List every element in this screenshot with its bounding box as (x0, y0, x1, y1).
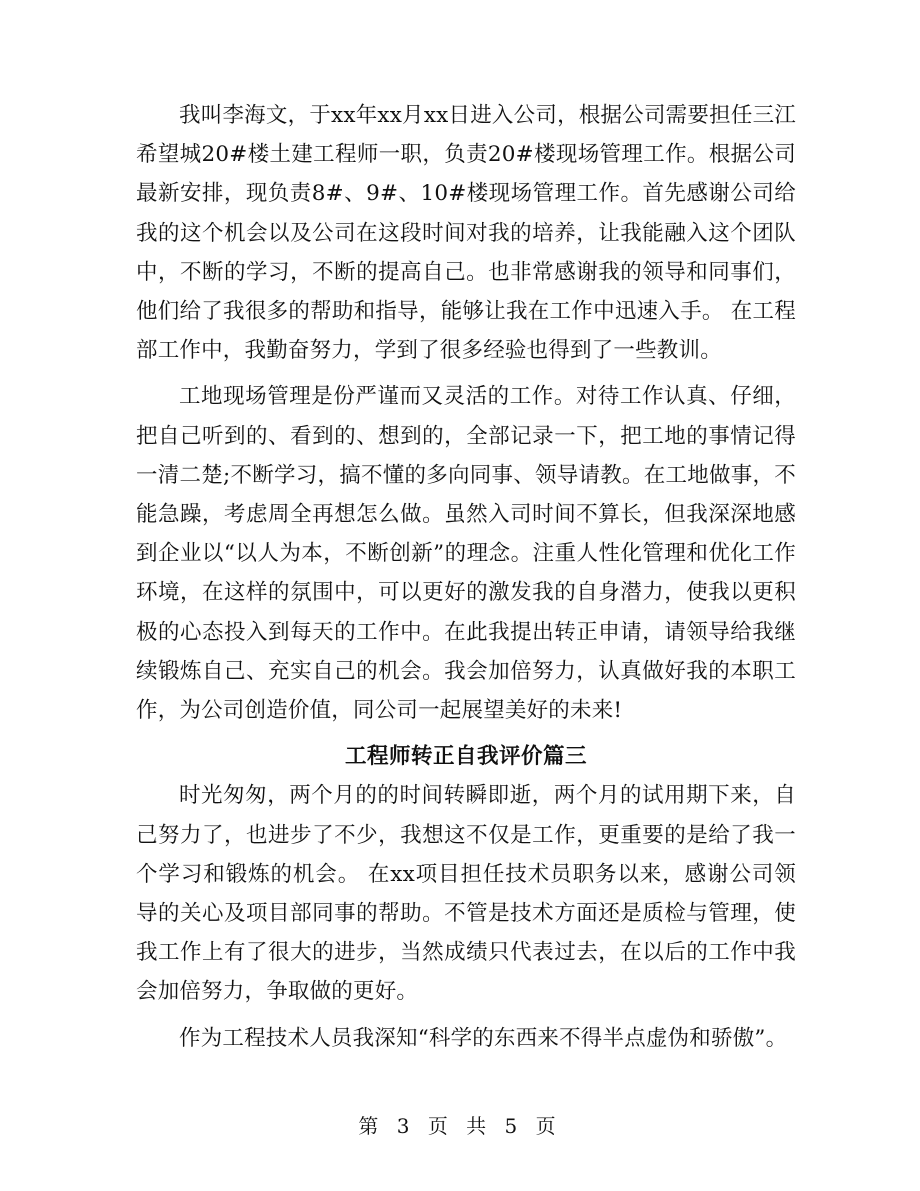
section-heading: 工程师转正自我评价篇三 (344, 744, 587, 770)
paragraph-technical-staff: 作为工程技术人员我深知“科学的东西来不得半点虚伪和骄傲”。 (179, 1025, 788, 1051)
paragraph-site-management: 工地现场管理是份严谨而又灵活的工作。对待工作认真、仔细，把自己听到的、看到的、想到的，全部记录一下，把工地的事情记得一清二楚;不断学习，搞不懂的多向同事、领导请教。在工地做事，不能急躁，考虑周全再想怎么做。虽然入司时间不算长，但我深深地感到企业以“以人为本，不断创新”的理念。注重人性化管理和优化工作环境，在这样的氛围中，可以更好的激发我的自身潜力，使我以更积极的心态投入到每天的工作中。在此我提出转正申请，请领导给我继续锻炼自己、充实自己的机会。我会加倍努力，认真做好我的本职工作，为公司创造价值，同公司一起展望美好的未来! (136, 384, 796, 724)
paragraph-two-months: 时光匆匆，两个月的的时间转瞬即逝，两个月的试用期下来，自己努力了，也进步了不少，我想这不仅是工作，更重要的是给了我一个学习和锻炼的机会。 在xx项目担任技术员职务以来，感谢公司领导的关心及项目部同事的帮助。不管是技术方面还是质检与管理，使我工作上有了很大的进步，当然成绩只代表过去，在以后的工作中我会加倍努力，争取做的更好。 (136, 783, 796, 1005)
page-number-footer: 第 3 页 共 5 页 (358, 1114, 562, 1138)
paragraph-intro: 我叫李海文，于xx年xx月xx日进入公司，根据公司需要担任三江希望城20#楼土建工程师一职，负责20#楼现场管理工作。根据公司最新安排，现负责8#、9#、10#楼现场管理工作。首先感谢公司给我的这个机会以及公司在这段时间对我的培养，让我能融入这个团队中，不断的学习，不断的提高自己。也非常感谢我的领导和同事们，他们给了我很多的帮助和指导，能够让我在工作中迅速入手。 在工程部工作中，我勤奋努力，学到了很多经验也得到了一些教训。 (136, 103, 796, 364)
document-body (136, 96, 796, 1058)
